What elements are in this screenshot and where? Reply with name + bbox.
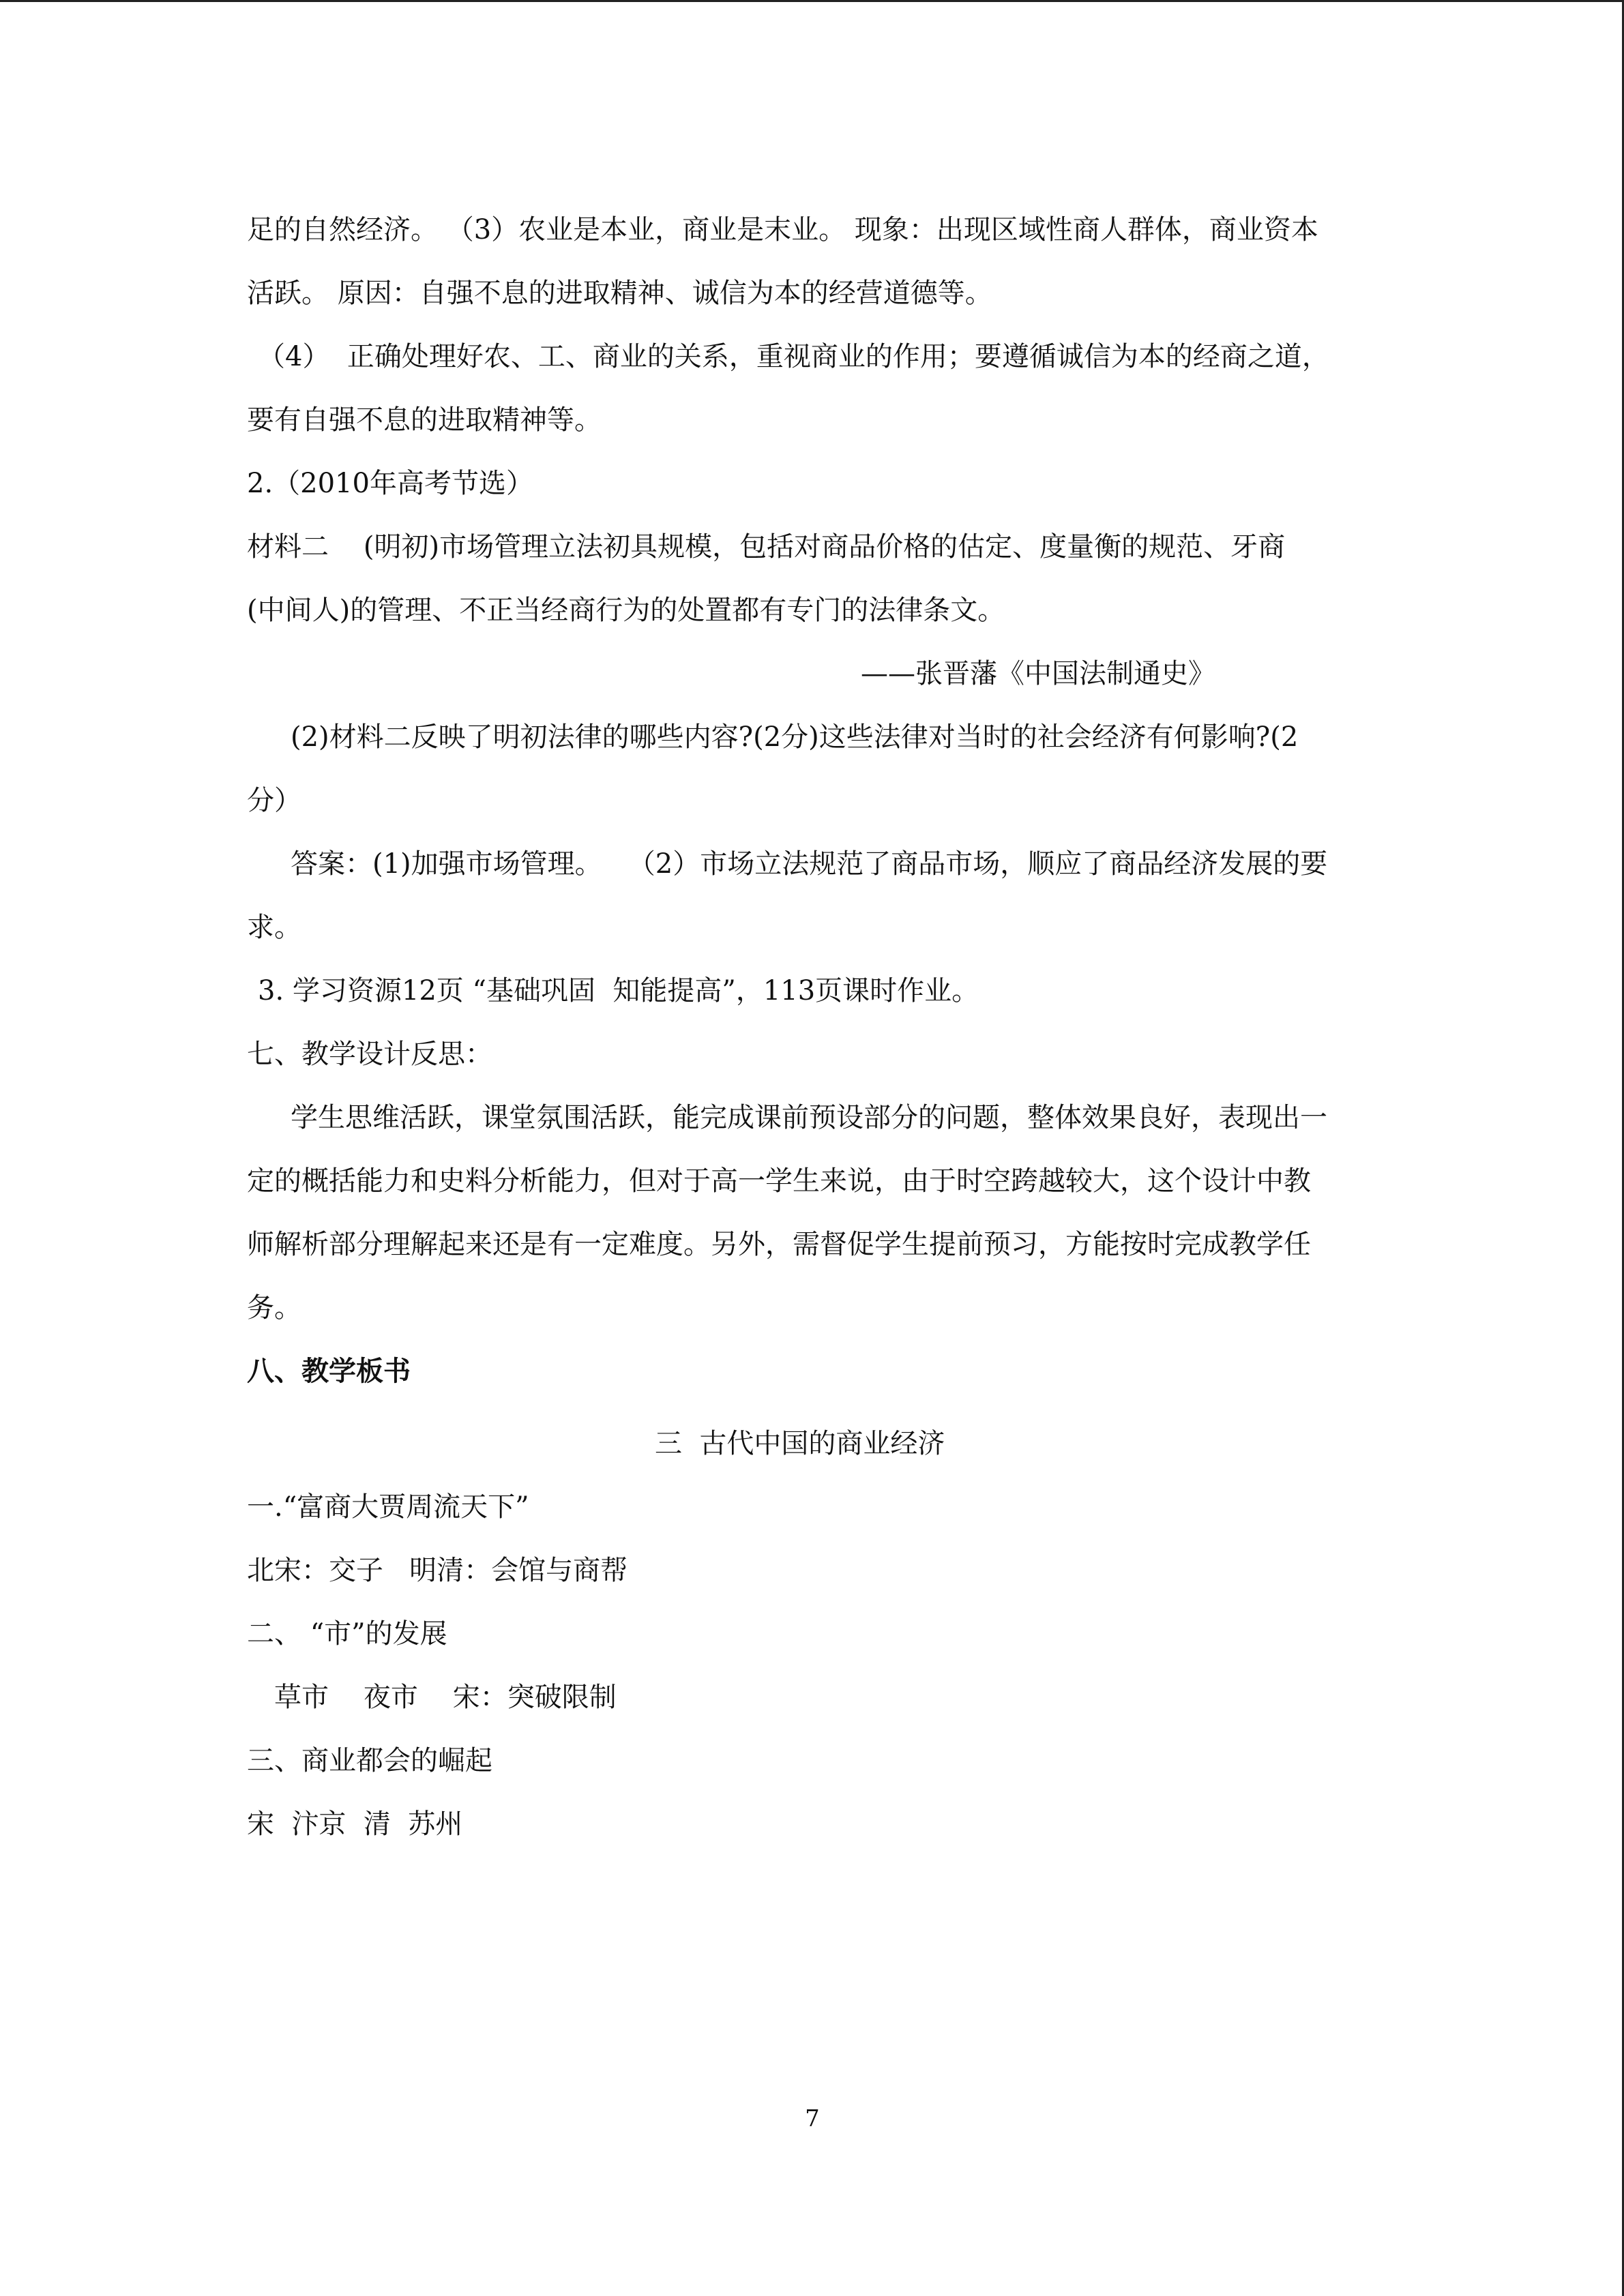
- board-item-1: 一.“富商大贾周流天下”: [247, 1491, 529, 1523]
- material-two-line-2: (中间人)的管理、不正当经商行为的处置都有专门的法律条文。: [247, 595, 1005, 626]
- reflection-line-2: 定的概括能力和史料分析能力，但对于高一学生来说，由于时空跨越较大，这个设计中教: [247, 1165, 1311, 1197]
- answer-line-1: 答案：(1)加强市场管理。 （2）市场立法规范了商品市场，顺应了商品经济发展的要: [291, 848, 1328, 880]
- text-line-4: 要有自强不息的进取精神等。: [247, 404, 602, 436]
- question-line-1: (2)材料二反映了明初法律的哪些内容?(2分)这些法律对当时的社会经济有何影响?(2: [291, 721, 1299, 753]
- board-item-3-detail: 宋 汴京 清 苏州: [247, 1808, 463, 1840]
- question-line-2: 分）: [247, 785, 301, 816]
- text-line-2: 活跃。 原因：自强不息的进取精神、诚信为本的经营道德等。: [247, 278, 992, 309]
- board-item-2: 二、 “市”的发展: [247, 1618, 447, 1650]
- text-line-1: 足的自然经济。 （3）农业是本业，商业是末业。 现象：出现区域性商人群体，商业资本: [247, 214, 1318, 245]
- reflection-line-3: 师解析部分理解起来还是有一定难度。另外，需督促学生提前预习，方能按时完成教学任: [247, 1229, 1311, 1260]
- text-line-3: （4） 正确处理好农、工、商业的关系，重视商业的作用；要遵循诚信为本的经商之道，: [258, 341, 1329, 372]
- board-title: 三 古代中国的商业经济: [655, 1428, 945, 1459]
- question-2-heading: 2.（2010年高考节选）: [247, 468, 533, 499]
- board-item-3: 三、商业都会的崛起: [247, 1745, 492, 1776]
- answer-line-2: 求。: [247, 912, 301, 943]
- reflection-line-1: 学生思维活跃，课堂氛围活跃，能完成课前预设部分的问题，整体效果良好，表现出一: [291, 1102, 1327, 1133]
- section-eight-heading: 八、教学板书: [247, 1356, 411, 1387]
- top-border: [0, 0, 1624, 2]
- page-number: 7: [805, 2105, 820, 2132]
- homework-line: 3. 学习资源12页 “基础巩固 知能提高”，113页课时作业。: [258, 975, 979, 1007]
- section-seven-heading: 七、教学设计反思：: [247, 1039, 492, 1070]
- board-item-2-detail: 草市 夜市 宋：突破限制: [274, 1682, 617, 1713]
- reflection-line-4: 务。: [247, 1292, 301, 1324]
- material-source: ——张晋藩《中国法制通史》: [861, 658, 1215, 689]
- material-two-line-1: 材料二 (明初)市场管理立法初具规模，包括对商品价格的估定、度量衡的规范、牙商: [247, 531, 1286, 563]
- board-item-1-detail: 北宋：交子 明清：会馆与商帮: [247, 1555, 628, 1586]
